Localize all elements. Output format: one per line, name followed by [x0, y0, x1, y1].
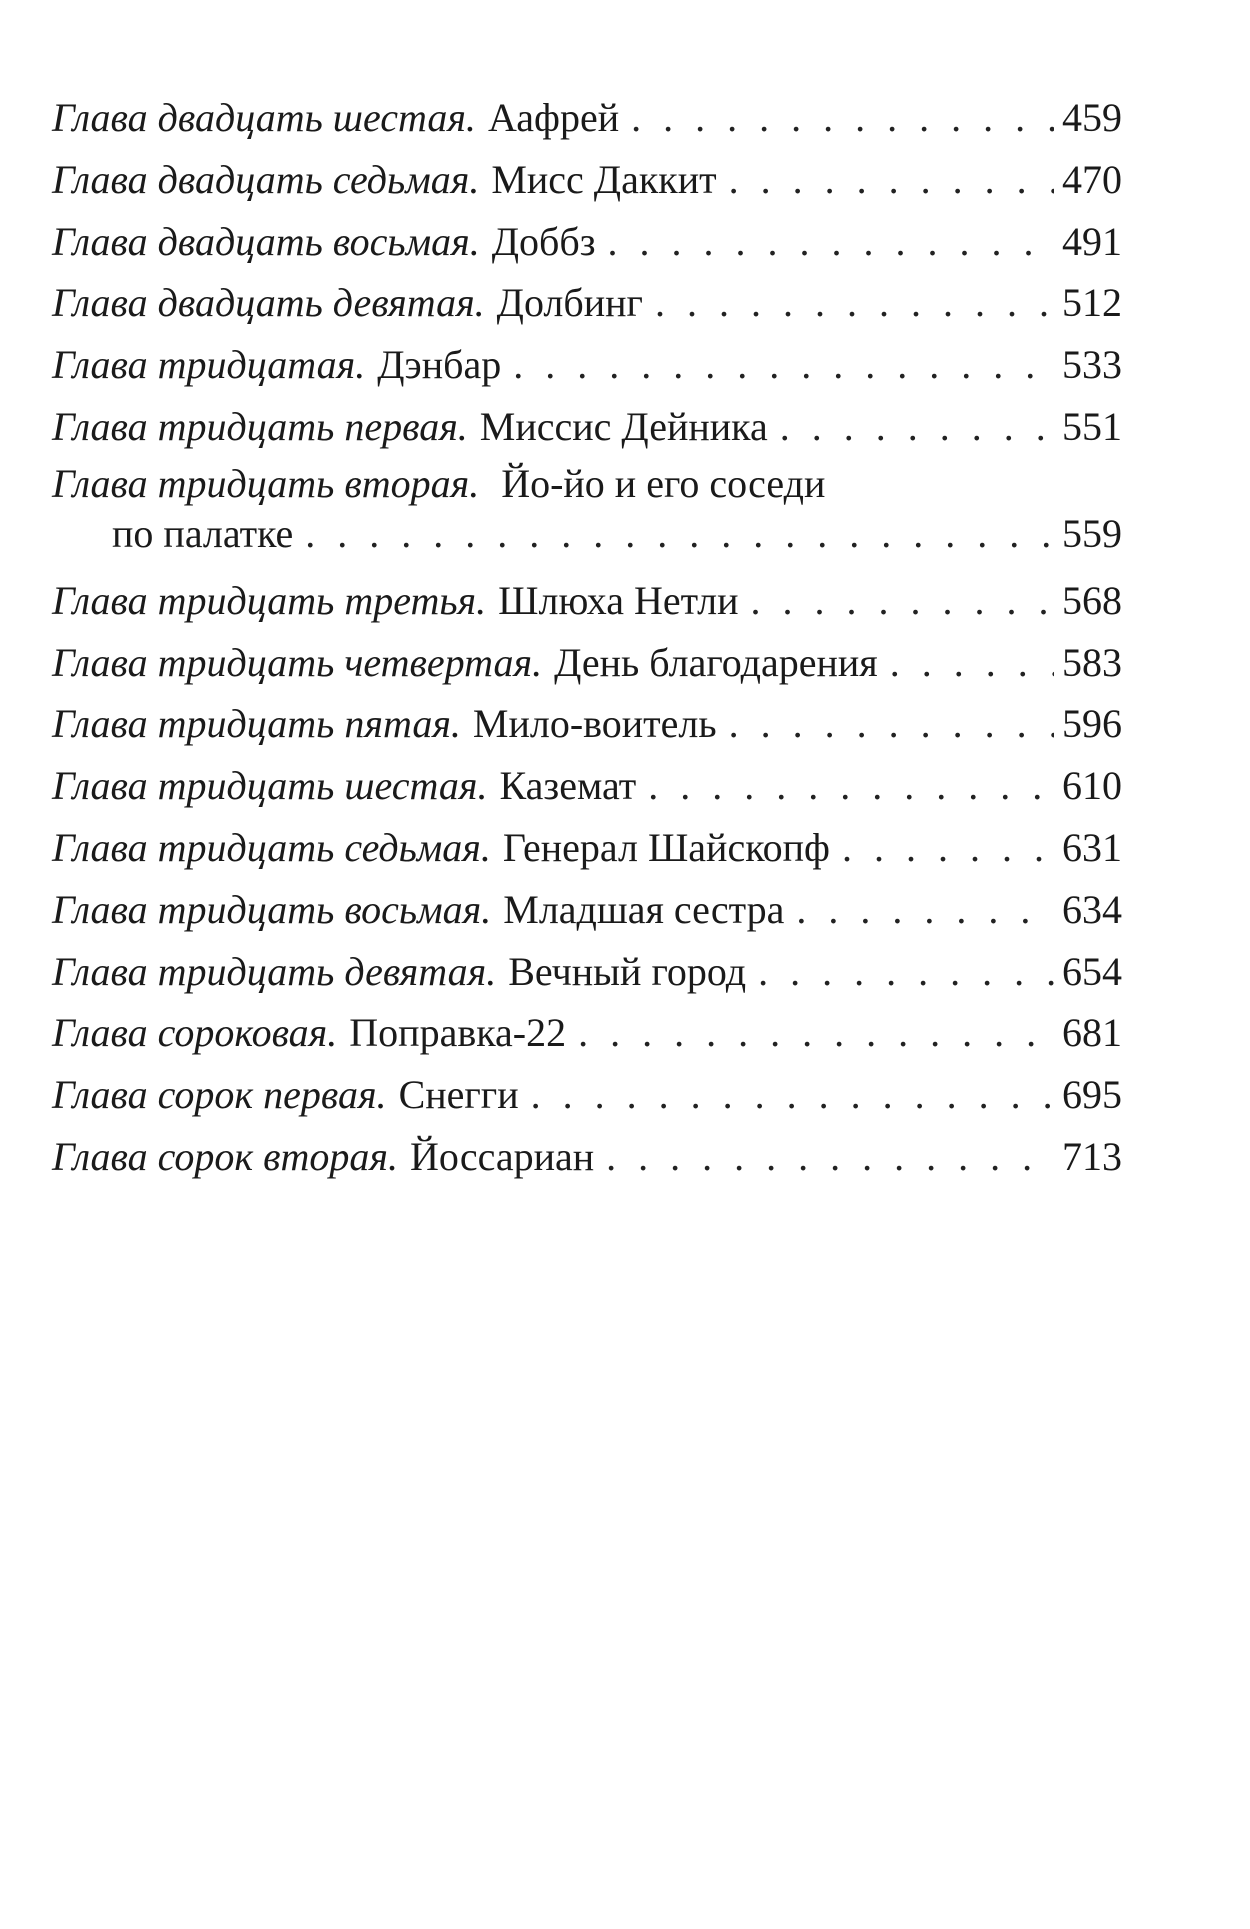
chapter-number: Глава сороковая. — [52, 1010, 338, 1056]
dot-leader — [305, 509, 1054, 559]
chapter-number: Глава тридцать девятая. — [52, 948, 497, 994]
dot-leader — [631, 88, 1054, 148]
page-number: 533 — [1062, 342, 1122, 388]
dot-leader — [531, 1065, 1054, 1125]
toc-entry — [52, 880, 1122, 942]
dot-leader — [513, 335, 1054, 395]
dot-leader — [751, 571, 1055, 631]
toc-entry — [52, 397, 1122, 459]
toc-entry — [52, 756, 1122, 818]
dot-leader — [729, 150, 1054, 210]
chapter-title: Генерал Шайскопф — [502, 824, 830, 870]
dot-leader — [796, 880, 1054, 940]
page-number: 695 — [1062, 1072, 1122, 1118]
chapter-title: День благодарения — [554, 639, 878, 685]
toc-entry — [52, 1127, 1122, 1189]
chapter-number: Глава тридцать четвертая. — [52, 639, 543, 685]
toc-entry — [52, 571, 1122, 633]
chapter-number: Глава тридцать восьмая. — [52, 886, 492, 932]
chapter-number: Глава двадцать девятая. — [52, 280, 485, 326]
page-number: 634 — [1062, 886, 1122, 932]
toc-entry — [52, 459, 1122, 571]
toc-entry — [52, 1065, 1122, 1127]
page-number: 631 — [1062, 824, 1122, 870]
chapter-number: Глава тридцать шестая. — [52, 763, 488, 809]
chapter-title: Доббз — [491, 218, 596, 264]
table-of-contents — [52, 88, 1122, 1189]
chapter-number: Глава тридцать седьмая. — [52, 824, 491, 870]
chapter-title: Дэнбар — [377, 342, 502, 388]
chapter-title: Шлюха Нетли — [498, 577, 739, 623]
toc-entry — [52, 150, 1122, 212]
dot-leader — [890, 633, 1054, 693]
chapter-number: Глава двадцать седьмая. — [52, 156, 480, 202]
page-number: 713 — [1062, 1133, 1122, 1179]
chapter-title: Долбинг — [496, 280, 643, 326]
page-number: 551 — [1062, 403, 1122, 449]
dot-leader — [655, 273, 1054, 333]
chapter-title: Мило-воитель — [472, 701, 717, 747]
toc-entry — [52, 818, 1122, 880]
page-number: 596 — [1062, 701, 1122, 747]
chapter-title: Снегги — [398, 1072, 519, 1118]
chapter-number: Глава тридцать первая. — [52, 403, 468, 449]
toc-entry — [52, 212, 1122, 274]
page-number: 491 — [1062, 218, 1122, 264]
chapter-number: Глава тридцать пятая. — [52, 701, 461, 747]
toc-entry — [52, 694, 1122, 756]
dot-leader — [648, 756, 1054, 816]
toc-entry — [52, 335, 1122, 397]
dot-leader — [842, 818, 1054, 878]
page-number: 568 — [1062, 577, 1122, 623]
chapter-title: Вечный город — [508, 948, 747, 994]
dot-leader — [729, 694, 1054, 754]
chapter-title: Йоссариан — [409, 1133, 595, 1179]
chapter-number: Глава тридцать вторая. — [52, 460, 480, 506]
toc-entry — [52, 88, 1122, 150]
chapter-title: Мисс Даккит — [491, 156, 717, 202]
toc-entry — [52, 942, 1122, 1004]
page-number: 610 — [1062, 763, 1122, 809]
toc-entry — [52, 273, 1122, 335]
chapter-title: Аафрей — [487, 95, 620, 140]
toc-entry — [52, 1003, 1122, 1065]
chapter-title: Миссис Дейника — [479, 403, 768, 449]
chapter-number: Глава двадцать шестая. — [52, 95, 476, 140]
dot-leader — [780, 397, 1054, 457]
dot-leader — [606, 1127, 1054, 1187]
page-number: 459 — [1062, 95, 1122, 140]
dot-leader — [758, 942, 1054, 1002]
dot-leader — [608, 212, 1055, 272]
page-number: 681 — [1062, 1010, 1122, 1056]
chapter-title: Каземат — [499, 763, 637, 809]
dot-leader — [578, 1003, 1054, 1063]
chapter-number: Глава двадцать восьмая. — [52, 218, 480, 264]
chapter-title-continuation: по палатке — [112, 510, 294, 556]
page-number: 583 — [1062, 639, 1122, 685]
chapter-title: Поправка-22 — [349, 1010, 567, 1056]
chapter-title: Йо-йо и его соседи — [501, 460, 826, 506]
chapter-number: Глава тридцать третья. — [52, 577, 487, 623]
page-number: 512 — [1062, 280, 1122, 326]
chapter-title: Младшая сестра — [503, 886, 785, 932]
chapter-number: Глава сорок вторая. — [52, 1133, 398, 1179]
toc-entry — [52, 633, 1122, 695]
page-number: 470 — [1062, 156, 1122, 202]
page-number: 654 — [1062, 948, 1122, 994]
chapter-number: Глава сорок первая. — [52, 1072, 387, 1118]
chapter-number: Глава тридцатая. — [52, 342, 366, 388]
page-number: 559 — [1062, 510, 1122, 556]
